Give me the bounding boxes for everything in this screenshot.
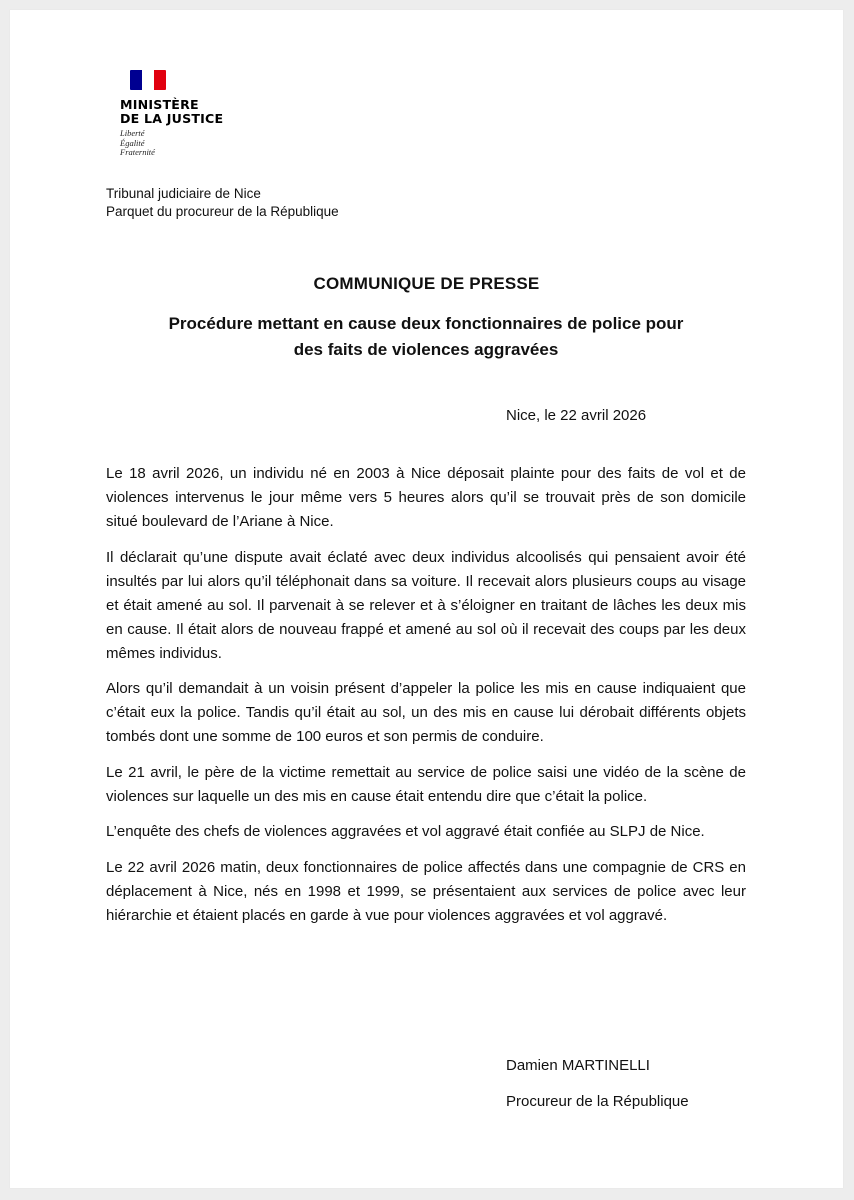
motto-liberte: Liberté: [120, 128, 145, 138]
ministry-logo: [120, 70, 280, 158]
motto-egalite: Égalité: [120, 137, 145, 148]
ministry-name-line2: DE LA JUSTICE: [120, 111, 224, 126]
subtitle-line2: des faits de violences aggravées: [293, 340, 559, 359]
subtitle-line1: Procédure mettant en cause deux fonctionnaires de police pour: [168, 314, 684, 333]
signatory-role: Procureur de la République: [506, 1093, 689, 1110]
body-paragraph: Le 21 avril, le père de la victime remettait au service de police saisi une vidéo de la scène de violences sur laquelle un des mis en cause était entendu dire que c’était la police.: [106, 763, 746, 805]
document-page: [10, 10, 843, 1188]
ministry-name: [120, 98, 280, 126]
body-paragraph: L’enquête des chefs de violences aggravées et vol aggravé était confiée au SLPJ de Nice.: [106, 823, 705, 840]
document-date: Nice, le 22 avril 2026: [506, 407, 647, 424]
republic-motto: [120, 129, 280, 158]
french-flag-icon: [130, 70, 166, 90]
court-name: Tribunal judiciaire de Nice: [106, 186, 261, 201]
body-paragraph: Il déclarait qu’une dispute avait éclaté avec deux individus alcoolisés qui pensaient avoir été insultés par lui alors qu’il téléphonait dans sa voiture. Il recevait alors plusieurs coups au visage et était amené au sol. Il parvenait à se relever et à s’éloigner en traitant de lâches les deux mis en cause. Il était alors de nouveau frappé et amené au sol où il recevait des coups par les deux mêmes individus.: [106, 548, 746, 662]
body-paragraph: Le 18 avril 2026, un individu né en 2003 à Nice déposait plainte pour des faits de vol et de violences intervenus le jour même vers 5 heures alors qu’il se trouvait près de son domicile situé boulevard de l’Ariane à Nice.: [106, 465, 746, 530]
sender-header: [106, 185, 339, 221]
ministry-name-line1: MINISTÈRE: [120, 97, 199, 112]
document-title: COMMUNIQUE DE PRESSE: [313, 274, 540, 293]
document-subtitle: [106, 311, 746, 363]
office-name: Parquet du procureur de la République: [106, 204, 339, 219]
body-paragraph: Alors qu’il demandait à un voisin présent d’appeler la police les mis en cause indiquaient que c’était eux la police. Tandis qu’il était au sol, un des mis en cause lui dérobait différents objets tombés dont une somme de 100 euros et son permis de conduire.: [106, 680, 746, 745]
body-paragraph: Le 22 avril 2026 matin, deux fonctionnaires de police affectés dans une compagnie de CRS en déplacement à Nice, nés en 1998 et 1999, se présentaient aux services de police avec leur hiérarchie et étaient placés en garde à vue pour violences aggravées et vol aggravé.: [106, 858, 746, 924]
motto-fraternite: Fraternité: [120, 147, 155, 157]
signature-block: [506, 1048, 689, 1120]
document-body: [106, 462, 746, 939]
signatory-name: Damien MARTINELLI: [506, 1057, 650, 1074]
